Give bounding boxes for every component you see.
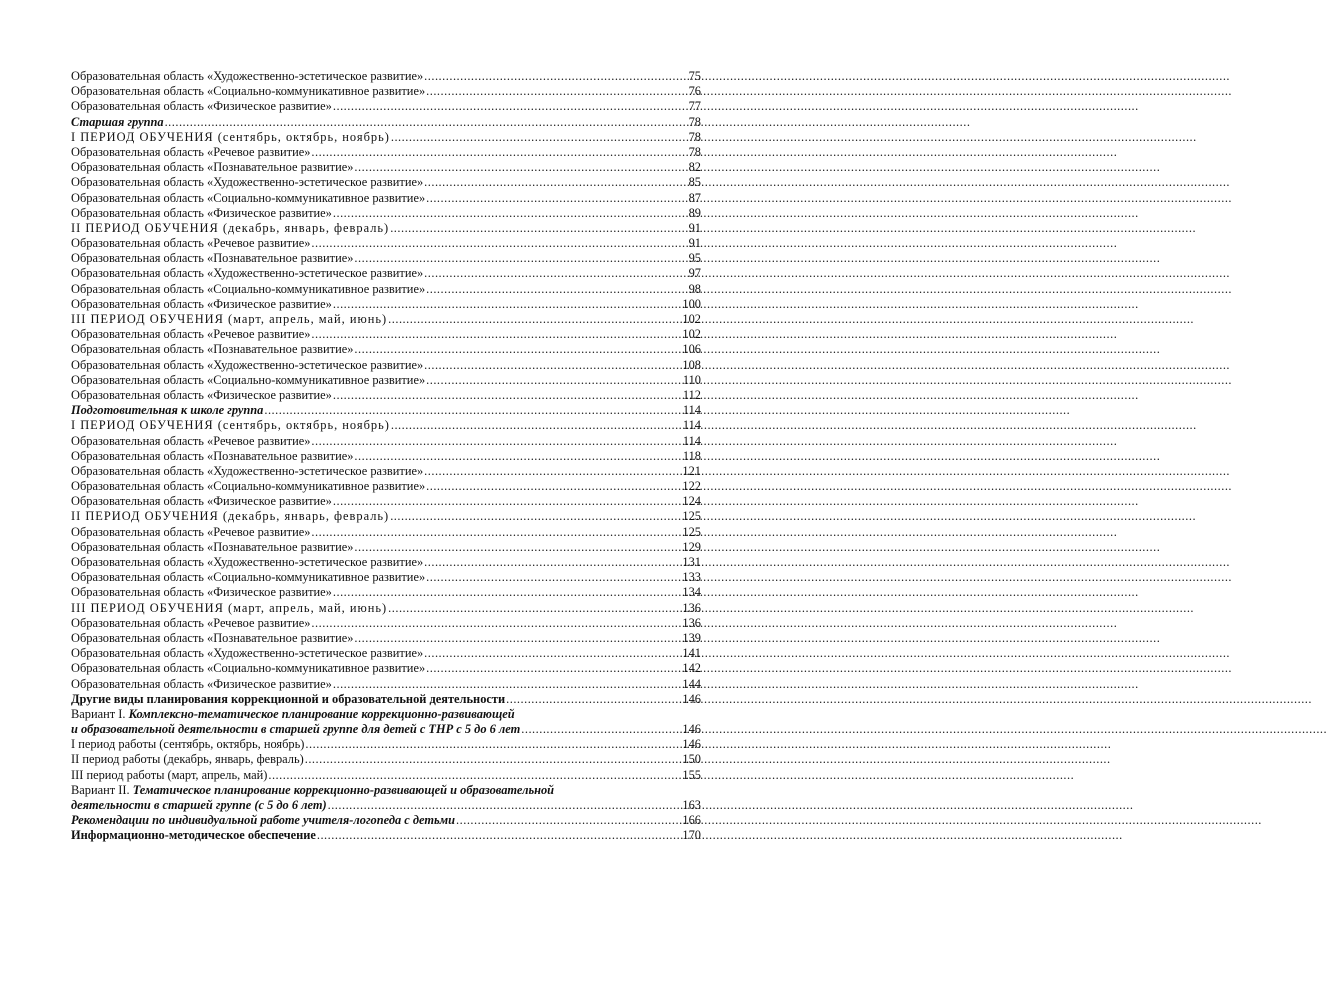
toc-page-number: 136 — [682, 615, 701, 630]
toc-entry[interactable] — [71, 434, 701, 449]
toc-leader-dots — [354, 342, 680, 357]
toc-page-number: 114 — [682, 403, 701, 418]
toc-entry[interactable] — [71, 692, 701, 707]
toc-entry-title: III ПЕРИОД ОБУЧЕНИЯ (март, апрель, май, июнь) — [71, 312, 388, 326]
toc-page-number: 102 — [682, 312, 701, 326]
toc-leader-dots — [390, 221, 686, 236]
toc-page-number: 85 — [688, 175, 701, 190]
toc-page-number: 134 — [682, 585, 701, 600]
toc-page-number: 108 — [682, 357, 701, 372]
toc-entry[interactable] — [71, 737, 701, 752]
toc-page-number: 78 — [688, 114, 701, 129]
toc-page-number: 125 — [682, 524, 701, 539]
toc-leader-dots — [311, 327, 680, 342]
toc-leader-dots — [354, 449, 680, 464]
toc-leader-dots — [424, 69, 686, 84]
toc-page-number: 110 — [682, 372, 701, 387]
toc-leader-dots — [354, 160, 686, 175]
toc-entry[interactable] — [71, 540, 701, 555]
toc-entry-title: Образовательная область «Познавательное развитие» — [71, 630, 354, 645]
toc-entry-title: II период работы (декабрь, январь, февраль) — [71, 752, 304, 767]
toc-entry[interactable] — [71, 282, 701, 297]
toc-entry-title: Подготовительная к школе группа — [71, 403, 264, 418]
toc-leader-dots — [333, 388, 681, 403]
toc-entry[interactable] — [71, 69, 701, 84]
toc-page-number: 146 — [682, 722, 701, 737]
toc-entry[interactable] — [71, 373, 701, 388]
toc-entry[interactable] — [71, 327, 701, 342]
toc-entry[interactable] — [71, 403, 701, 418]
toc-entry-title: Образовательная область «Художественно-эстетическое развитие» — [71, 357, 424, 372]
toc-entry-title: Образовательная область «Физическое развитие» — [71, 205, 332, 220]
toc-page-number: 163 — [682, 798, 701, 812]
toc-page-number: 98 — [688, 281, 701, 296]
toc-leader-dots — [391, 418, 681, 433]
toc-leader-dots — [521, 722, 680, 737]
toc-entry-title: Образовательная область «Физическое развитие» — [71, 387, 332, 402]
toc-entry-title: I ПЕРИОД ОБУЧЕНИЯ (сентябрь, октябрь, ноябрь) — [71, 418, 390, 433]
toc-entry-title: Образовательная область «Социально-коммуникативное развитие» — [71, 190, 426, 205]
toc-entry[interactable] — [71, 464, 701, 479]
toc-leader-dots — [426, 373, 681, 388]
toc-entry-title: Образовательная область «Физическое развитие» — [71, 585, 332, 600]
toc-page-number: 89 — [688, 205, 701, 220]
toc-leader-dots — [424, 464, 680, 479]
toc-entry-title: Старшая группа — [71, 114, 164, 129]
toc-entry[interactable] — [71, 585, 701, 600]
toc-entry-title: Образовательная область «Познавательное развитие» — [71, 251, 354, 266]
toc-page-number: 131 — [682, 555, 701, 569]
toc-page-number: 150 — [682, 752, 701, 767]
toc-entry-title: Образовательная область «Познавательное развитие» — [71, 342, 354, 357]
toc-entry-title: Образовательная область «Речевое развитие» — [71, 327, 311, 342]
toc-leader-dots — [390, 509, 680, 524]
toc-entry[interactable] — [71, 206, 701, 221]
toc-entry[interactable] — [71, 358, 701, 373]
toc-variant-2-line-2[interactable] — [71, 798, 701, 813]
toc-entry-title: III ПЕРИОД ОБУЧЕНИЯ (март, апрель, май, июнь) — [71, 600, 388, 615]
toc-leader-dots — [354, 631, 680, 646]
toc-entry-title: I ПЕРИОД ОБУЧЕНИЯ (сентябрь, октябрь, ноябрь) — [71, 129, 390, 144]
toc-main-list — [71, 69, 701, 707]
toc-entry[interactable] — [71, 479, 701, 494]
variant-1-title-line-1: Комплексно-тематическое планирование коррекционно-развивающей — [128, 706, 515, 721]
toc-entry-title: Информационно-методическое обеспечение — [71, 828, 316, 843]
toc-page-number: 133 — [682, 570, 701, 585]
toc-entry-title: Образовательная область «Социально-коммуникативное развитие» — [71, 661, 426, 676]
toc-page-number: 106 — [682, 342, 701, 357]
toc-leader-dots — [311, 145, 686, 160]
toc-leader-dots — [165, 115, 687, 130]
toc-entry[interactable] — [71, 449, 701, 464]
toc-entry[interactable] — [71, 555, 701, 570]
toc-entry-title: Образовательная область «Познавательное развитие» — [71, 160, 354, 175]
toc-entry-title: Образовательная область «Физическое развитие» — [71, 296, 332, 311]
variant-1-title-line-2: и образовательной деятельности в старшей группе для детей с ТНР с 5 до 6 лет — [71, 722, 521, 737]
toc-leader-dots — [424, 646, 680, 661]
toc-entry-title: Образовательная область «Познавательное развитие» — [71, 539, 354, 554]
toc-leader-dots — [305, 752, 681, 767]
toc-entry-title: Образовательная область «Социально-коммуникативное развитие» — [71, 570, 426, 585]
toc-entry-title: Образовательная область «Физическое развитие» — [71, 676, 332, 691]
toc-leader-dots — [311, 616, 680, 631]
toc-entry[interactable] — [71, 631, 701, 646]
toc-page-number: 142 — [682, 661, 701, 676]
variant-2-prefix: Вариант II. — [71, 782, 133, 797]
toc-page-number: 78 — [688, 129, 701, 144]
toc-entry[interactable] — [71, 175, 701, 190]
variant-2-title-line-1: Тематическое планирование коррекционно-развивающей и образовательной — [132, 782, 555, 797]
toc-variant-2-line-1[interactable] — [71, 783, 701, 798]
toc-entry[interactable] — [71, 494, 701, 509]
toc-leader-dots — [354, 540, 680, 555]
toc-variant-1 — [71, 707, 701, 737]
toc-entry[interactable] — [71, 160, 701, 175]
toc-leader-dots — [426, 661, 680, 676]
table-of-contents — [71, 69, 701, 844]
toc-leader-dots — [333, 494, 681, 509]
toc-entry[interactable] — [71, 828, 701, 843]
toc-entry-title: Образовательная область «Речевое развитие» — [71, 144, 311, 159]
toc-page-number: 122 — [682, 479, 701, 494]
toc-entry[interactable] — [71, 646, 701, 661]
toc-entry-title: Образовательная область «Художественно-эстетическое развитие» — [71, 69, 424, 83]
toc-page-number: 100 — [682, 296, 701, 311]
toc-entry[interactable] — [71, 509, 701, 524]
toc-leader-dots — [424, 358, 680, 373]
variant-2-title-line-2: деятельности в старшей группе (с 5 до 6 лет) — [71, 798, 327, 812]
toc-page-number: 78 — [688, 144, 701, 159]
toc-page-number: 166 — [682, 813, 701, 828]
toc-entry[interactable] — [71, 752, 701, 767]
toc-entry[interactable] — [71, 813, 701, 828]
toc-leader-dots — [268, 768, 680, 783]
toc-entry[interactable] — [71, 418, 701, 433]
toc-leader-dots — [328, 798, 681, 813]
toc-entry[interactable] — [71, 677, 701, 692]
toc-entry[interactable] — [71, 221, 701, 236]
toc-entry-title: Другие виды планирования коррекционной и образовательной деятельности — [71, 691, 506, 706]
toc-variant-1-line-2[interactable] — [71, 722, 701, 737]
toc-leader-dots — [333, 585, 681, 600]
toc-page-number: 139 — [682, 630, 701, 645]
toc-page-number: 87 — [688, 190, 701, 205]
toc-leader-dots — [317, 828, 681, 843]
toc-entry-title: Образовательная область «Физическое развитие» — [71, 99, 332, 114]
toc-entry[interactable] — [71, 388, 701, 403]
toc-leader-dots — [333, 677, 681, 692]
toc-entry[interactable] — [71, 768, 701, 783]
toc-leader-dots — [506, 692, 680, 707]
toc-entry-title: Образовательная область «Художественно-эстетическое развитие» — [71, 646, 424, 661]
toc-leader-dots — [426, 570, 680, 585]
toc-page-number: 75 — [688, 69, 701, 83]
toc-leader-dots — [311, 236, 686, 251]
toc-entry[interactable] — [71, 236, 701, 251]
toc-entry-title: Образовательная область «Речевое развитие» — [71, 615, 311, 630]
toc-page-number: 114 — [682, 418, 701, 433]
toc-entry-title: Образовательная область «Социально-коммуникативное развитие» — [71, 84, 426, 99]
toc-leader-dots — [388, 312, 680, 327]
toc-entry[interactable] — [71, 616, 701, 631]
toc-entry[interactable] — [71, 312, 701, 327]
toc-page-number: 155 — [682, 767, 701, 782]
toc-entry-title: Образовательная область «Художественно-эстетическое развитие» — [71, 463, 424, 478]
toc-entry-title: Образовательная область «Речевое развитие» — [71, 433, 311, 448]
toc-leader-dots — [391, 130, 687, 145]
toc-page-number: 129 — [682, 539, 701, 554]
toc-leader-dots — [264, 403, 681, 418]
toc-leader-dots — [456, 813, 680, 828]
toc-entry[interactable] — [71, 297, 701, 312]
toc-page-number: 97 — [688, 266, 701, 281]
toc-entry-title: Образовательная область «Художественно-эстетическое развитие» — [71, 555, 424, 569]
toc-entry-title: Рекомендации по индивидуальной работе учителя-логопеда с детьми — [71, 813, 456, 828]
toc-entry[interactable] — [71, 570, 701, 585]
toc-page-number: 114 — [682, 433, 701, 448]
toc-entry-title: I период работы (сентябрь, октябрь, ноябрь) — [71, 737, 305, 752]
toc-leader-dots — [354, 251, 686, 266]
toc-page-number: 146 — [682, 737, 701, 752]
toc-entry[interactable] — [71, 191, 701, 206]
toc-leader-dots — [426, 84, 686, 99]
toc-entry[interactable] — [71, 601, 701, 616]
toc-entry-title: Образовательная область «Познавательное развитие» — [71, 448, 354, 463]
toc-entry-title: Образовательная область «Социально-коммуникативное развитие» — [71, 479, 426, 494]
toc-leader-dots — [311, 434, 680, 449]
toc-entry[interactable] — [71, 130, 701, 145]
toc-leader-dots — [424, 266, 686, 281]
toc-entry[interactable] — [71, 84, 701, 99]
toc-leader-dots — [311, 525, 680, 540]
toc-entry[interactable] — [71, 661, 701, 676]
toc-entry-title: Образовательная область «Художественно-эстетическое развитие» — [71, 175, 424, 190]
toc-page-number: 118 — [682, 448, 701, 463]
toc-page-number: 91 — [688, 236, 701, 251]
toc-leader-dots — [333, 99, 687, 114]
toc-entry[interactable] — [71, 145, 701, 160]
toc-entry[interactable] — [71, 266, 701, 281]
toc-page-number: 124 — [682, 494, 701, 509]
toc-variant-1-line-1[interactable] — [71, 707, 701, 722]
toc-leader-dots — [426, 282, 686, 297]
toc-leader-dots — [426, 191, 686, 206]
toc-page-number: 141 — [682, 646, 701, 661]
toc-page-number: 125 — [682, 509, 701, 524]
toc-leader-dots — [424, 555, 680, 570]
toc-page-number: 170 — [682, 828, 701, 843]
toc-leader-dots — [388, 601, 680, 616]
toc-page-number: 77 — [688, 99, 701, 114]
toc-tail-list — [71, 813, 701, 843]
toc-leader-dots — [305, 737, 680, 752]
toc-page-number: 76 — [688, 84, 701, 99]
toc-entry-title: II ПЕРИОД ОБУЧЕНИЯ (декабрь, январь, февраль) — [71, 220, 390, 235]
toc-entry[interactable] — [71, 99, 701, 114]
toc-page-number: 95 — [688, 251, 701, 266]
toc-leader-dots — [426, 479, 680, 494]
toc-leader-dots — [333, 206, 687, 221]
toc-entry[interactable] — [71, 115, 701, 130]
toc-page-number: 102 — [682, 327, 701, 342]
toc-entry[interactable] — [71, 525, 701, 540]
toc-page-number: 82 — [688, 160, 701, 175]
variant-1-prefix: Вариант I. — [71, 706, 129, 721]
toc-entry-title: Образовательная область «Речевое развитие» — [71, 524, 311, 539]
toc-entry-title: II ПЕРИОД ОБУЧЕНИЯ (декабрь, январь, февраль) — [71, 509, 390, 524]
toc-page-number: 121 — [682, 463, 701, 478]
toc-entry-title: III период работы (март, апрель, май) — [71, 767, 268, 782]
toc-leader-dots — [333, 297, 681, 312]
toc-entry-title: Образовательная область «Художественно-эстетическое развитие» — [71, 266, 424, 281]
toc-page-number: 144 — [682, 676, 701, 691]
toc-page-number: 91 — [688, 220, 701, 235]
toc-page-number: 112 — [682, 387, 701, 402]
toc-page-number: 136 — [682, 600, 701, 615]
toc-page-number: 146 — [682, 691, 701, 706]
toc-entry-title: Образовательная область «Речевое развитие» — [71, 236, 311, 251]
toc-leader-dots — [424, 175, 686, 190]
toc-entry[interactable] — [71, 251, 701, 266]
toc-entry-title: Образовательная область «Социально-коммуникативное развитие» — [71, 281, 426, 296]
toc-period-list — [71, 737, 701, 783]
toc-entry[interactable] — [71, 342, 701, 357]
toc-entry-title: Образовательная область «Физическое развитие» — [71, 494, 332, 509]
toc-variant-2 — [71, 783, 701, 813]
toc-entry-title: Образовательная область «Социально-коммуникативное развитие» — [71, 372, 426, 387]
